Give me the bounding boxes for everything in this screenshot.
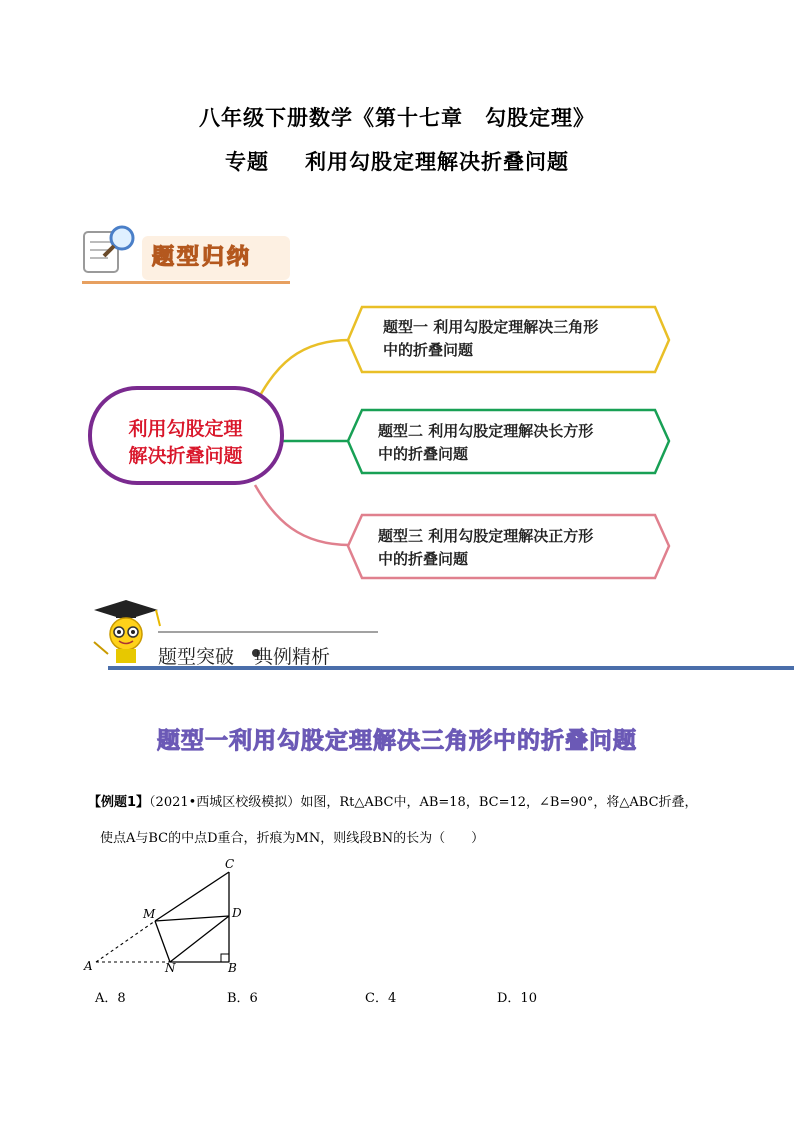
example-text-1: 如图，Rt△ABC中，AB=18，BC=12，∠B=90°，将△ABC折叠，	[300, 795, 698, 810]
example-line-2: 使点A与BC的中点D重合，折痕为MN，则线段BN的长为（ ）	[100, 831, 485, 846]
subtitle-prefix: 专题	[225, 149, 269, 174]
center-line1: 利用勾股定理	[128, 418, 243, 440]
center-line2: 解决折叠问题	[128, 445, 243, 467]
example-source: （2021•西城区校级模拟）	[149, 795, 301, 810]
branch-2-line2: 中的折叠问题	[378, 445, 469, 463]
label-N: N	[165, 961, 176, 975]
segment-MD	[155, 916, 229, 921]
section-banner-underline	[82, 281, 290, 284]
label-D: D	[232, 906, 242, 920]
connector-branch-3	[255, 485, 350, 545]
branch-1-line2: 中的折叠问题	[383, 341, 474, 359]
option-b: B．6	[227, 991, 258, 1006]
segment-ND	[170, 916, 229, 962]
section-banner-label: 题型归纳	[152, 245, 253, 270]
label-M: M	[143, 907, 156, 921]
mindmap-center-label	[98, 416, 273, 470]
document-subtitle	[0, 146, 794, 176]
branch-label-2	[378, 420, 593, 466]
section2-label-b: 典例精析	[254, 646, 331, 668]
branch-3-line2: 中的折叠问题	[378, 550, 469, 568]
label-A: A	[84, 959, 93, 973]
branch-label-3	[378, 525, 593, 571]
segment-MC	[155, 872, 229, 921]
section2-label	[158, 642, 330, 669]
option-a: A．8	[95, 991, 126, 1006]
label-C: C	[225, 857, 235, 871]
option-c: C．4	[365, 991, 397, 1006]
branch-1-line1: 题型一 利用勾股定理解决三角形	[383, 318, 599, 336]
problem-type-title: 题型一利用勾股定理解决三角形中的折叠问题	[157, 728, 637, 754]
mascot-icon	[94, 600, 160, 663]
branch-2-line1: 题型二 利用勾股定理解决长方形	[378, 422, 594, 440]
branch-label-1	[383, 316, 598, 362]
label-B: B	[228, 961, 237, 975]
connector-branch-1	[255, 340, 350, 405]
option-d: D．10	[497, 991, 537, 1006]
branch-3-line1: 题型三 利用勾股定理解决正方形	[378, 527, 594, 545]
example-tag: 【例题1】	[88, 795, 150, 810]
document-title: 八年级下册数学《第十七章 勾股定理》	[199, 105, 595, 130]
segment-MN	[155, 921, 170, 962]
segment-AM-dashed	[96, 921, 155, 962]
example-line-1	[88, 792, 778, 814]
subtitle-topic: 利用勾股定理解决折叠问题	[305, 149, 569, 174]
section2-label-a: 题型突破	[158, 646, 235, 668]
